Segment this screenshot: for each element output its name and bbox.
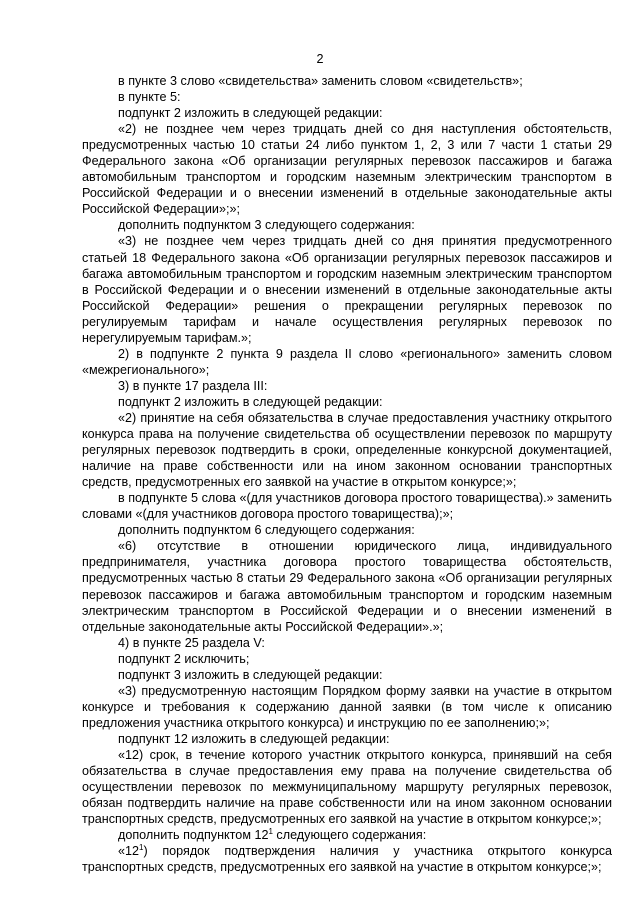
paragraph: дополнить подпунктом 6 следующего содержания: [118, 523, 415, 538]
paragraph: подпункт 12 изложить в следующей редакции: [118, 731, 390, 746]
text-run: следующего содержания: [272, 828, 427, 843]
paragraph: подпункт 3 изложить в следующей редакции: [118, 667, 383, 682]
page-number: 2 [316, 52, 324, 66]
superscript: 1 [139, 843, 144, 853]
paragraph [82, 843, 612, 875]
paragraph: «2) принятие на себя обязательства в случае предоставления участнику открытого конкурса права на получение свидетельства об осуществлении перевозок по маршруту регулярных перевозок подтвердить в сроки, определенные конкурсной документацией, наличие на праве собственности или на ином законном основании транспортных средств, предусмотренных его заявкой на участие в открытом конкурсе;»; [82, 410, 612, 490]
paragraph: 4) в пункте 25 раздела V: [118, 635, 265, 650]
paragraph: подпункт 2 изложить в следующей редакции: [118, 106, 383, 121]
paragraph: 2) в подпункте 2 пункта 9 раздела II слово «регионального» заменить словом «межрегионального»; [82, 346, 612, 377]
paragraph: подпункт 2 изложить в следующей редакции: [118, 394, 383, 409]
paragraph: в пункте 3 слово «свидетельства» заменить словом «свидетельств»; [118, 74, 523, 88]
paragraph: «2) не позднее чем через тридцать дней со дня наступления обстоятельств, предусмотренных частью 10 статьи 24 либо пунктом 1, 2, 3 или 7 части 1 статьи 29 Федерального закона «Об организации регулярных перевозок пассажиров и багажа автомобильным транспортом и городским наземным электрическим транспортом в Российской Федерации и о внесении изменений в отдельные законодательные акты Российской Федерации»;»; [82, 122, 612, 217]
paragraph: «6) отсутствие в отношении юридического лица, индивидуального предпринимателя, участника договора простого товарищества обстоятельств, предусмотренных частью 8 статьи 29 Федерального закона «Об организации регулярных перевозок пассажиров и багажа автомобильным транспортом и городским наземным электрическим транспортом в Российской Федерации и о внесении изменений в отдельные законодательные акты Российской Федерации».»; [82, 539, 612, 634]
paragraph: «3) предусмотренную настоящим Порядком форму заявки на участие в открытом конкурсе и требования к содержанию данной заявки (в том числе к описанию предложения участника открытого конкурса) и инструкцию по ее заполнению;»; [82, 683, 612, 730]
text-run: дополнить подпунктом 12 [118, 828, 269, 843]
text-run: «12 [118, 844, 140, 859]
text-run: ) порядок подтверждения наличия у участника открытого конкурса транспортных средств, предусмотренных его заявкой на участие в открытом конкурсе;»; [82, 844, 612, 875]
document-body [82, 73, 612, 875]
paragraph: в подпункте 5 слова «(для участников договора простого товарищества).» заменить словами «(для участников договора простого товарищества);»; [82, 491, 612, 522]
paragraph: подпункт 2 исключить; [118, 651, 250, 666]
paragraph: дополнить подпунктом 3 следующего содержания: [118, 218, 415, 233]
paragraph: «3) не позднее чем через тридцать дней со дня принятия предусмотренного статьей 18 Федерального закона «Об организации регулярных перевозок пассажиров и багажа автомобильным транспортом и городским наземным электрическим транспортом в Российской Федерации и о внесении изменений в отдельные законодательные акты Российской Федерации» решения о прекращении регулярных перевозок по регулируемым тарифам и начале осуществления регулярных перевозок по нерегулируемым тарифам.»; [82, 234, 612, 345]
paragraph: 3) в пункте 17 раздела III: [118, 378, 268, 393]
paragraph: в пункте 5: [118, 90, 181, 105]
superscript: 1 [268, 827, 273, 837]
paragraph [82, 827, 612, 843]
paragraph: «12) срок, в течение которого участник открытого конкурса, принявший на себя обязательства в случае предоставления ему права на получение свидетельства об осуществлении перевозок по межмуниципальному маршруту регулярных перевозок, обязан подтвердить наличие на праве собственности или на ином законном основании транспортных средств, предусмотренных его заявкой на участие в открытом конкурсе;»; [82, 747, 612, 827]
